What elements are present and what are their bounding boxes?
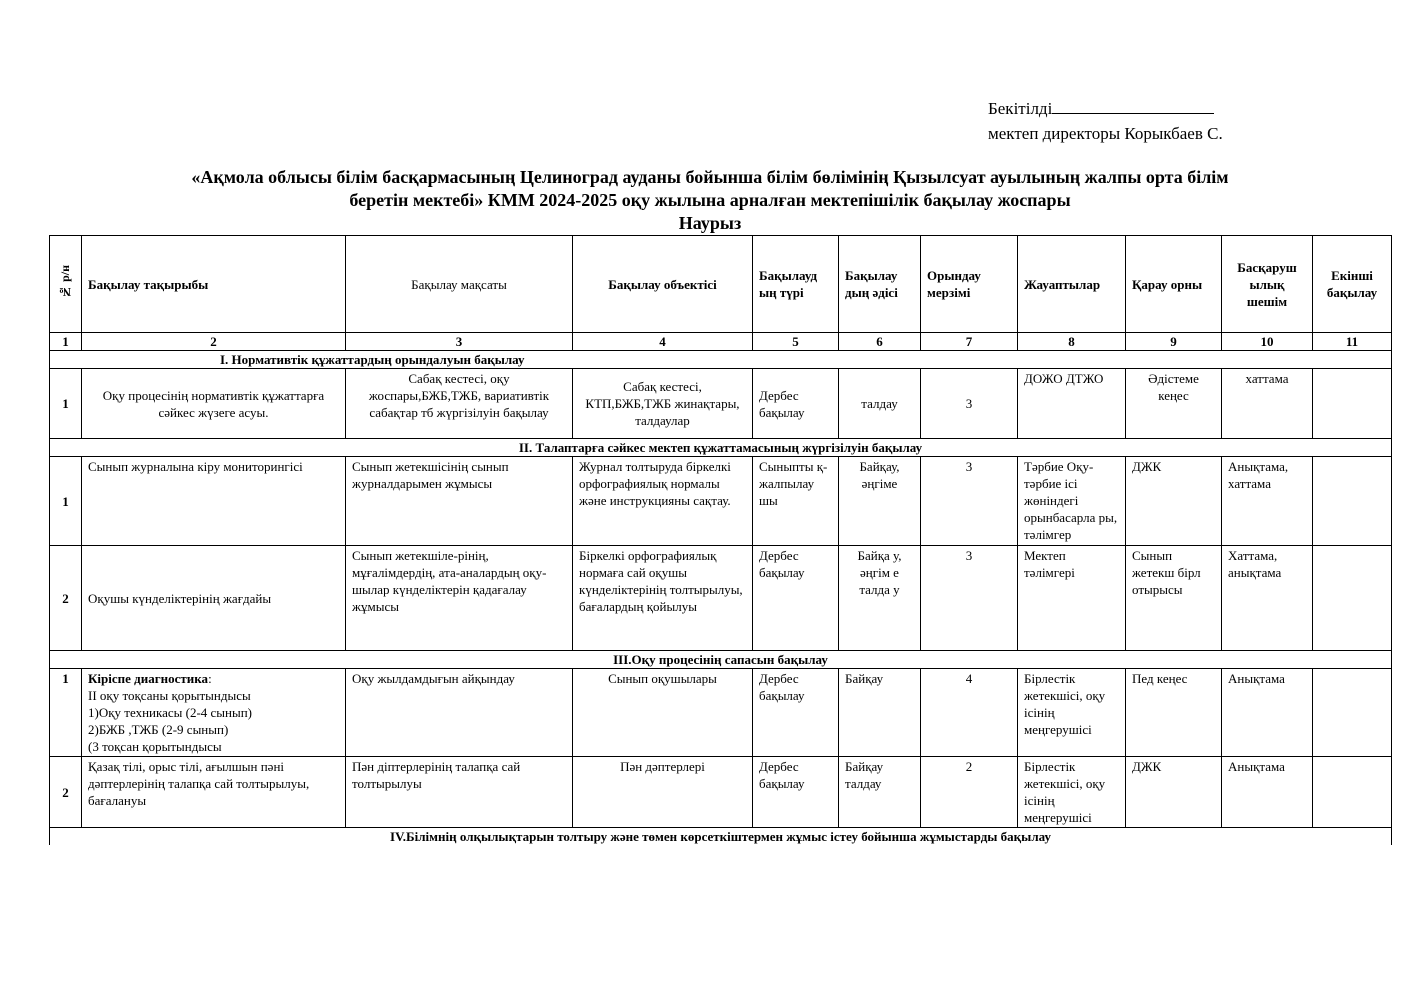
row-topic: Қазақ тілі, орыс тілі, ағылшын пәні дәптерлерінің талапқа сай толтырылуы, бағалануы [82,757,346,828]
row-responsible: ДОЖО ДТЖО [1018,369,1126,439]
column-number: 5 [753,333,839,351]
row-object: Журнал толтыруда біркелкі орфографиялық нормалы және инструкцияны сақтау. [573,457,753,546]
row-term: 3 [921,546,1018,651]
row-method: Байқау [839,669,921,757]
row-method: Байқау талдау [839,757,921,828]
column-number: 2 [82,333,346,351]
header-decision: Басқаруш ылық шешім [1222,236,1313,333]
column-number: 10 [1222,333,1313,351]
section-row [50,828,1392,846]
row-term: 3 [921,457,1018,546]
header-type: Бақылауд ың түрі [753,236,839,333]
row-responsible: Бірлестік жетекшісі, оқу ісінің меңгерушісі [1018,669,1126,757]
section-row [50,651,1392,669]
topic-line-3: 1)Оқу техникасы (2-4 сынып) [88,705,253,720]
header-goal: Бақылау мақсаты [346,236,573,333]
row-number: 2 [50,757,82,828]
row-place: Сынып жетекш бірл отырысы [1126,546,1222,651]
topic-line-4: 2)БЖБ ,ТЖБ (2-9 сынып) [88,722,229,737]
row-topic: Оқу процесінің нормативтік құжаттарға сәйкес жүзеге асуы. [82,369,346,439]
row-object: Біркелкі орфографиялық нормаға сай оқушы күнделіктерінің толтырылуы, бағалардың қойылуы [573,546,753,651]
row-object: Сынып оқушылары [573,669,753,757]
row-decision: хаттама [1222,369,1313,439]
row-type: Дербес бақылау [753,546,839,651]
table-row [50,546,1392,651]
section-row [50,439,1392,457]
topic-line-2: II оқу тоқсаны қорытындысы [88,688,251,703]
header-num: № р/н [50,236,82,333]
title-month: Наурыз [678,213,742,233]
table-row [50,757,1392,828]
topic-heading: Кіріспе диагностика [88,671,209,686]
row-type: Дербес бақылау [753,669,839,757]
row-second-control [1313,457,1392,546]
row-decision: Анықтама [1222,757,1313,828]
section-row [50,351,1392,369]
row-place: Әдістеме кеңес [1126,369,1222,439]
approval-line [988,96,1223,121]
row-object: Пән дәптерлері [573,757,753,828]
row-term: 3 [921,369,1018,439]
row-second-control [1313,669,1392,757]
column-number: 4 [573,333,753,351]
row-number: 1 [50,369,82,439]
row-responsible: Бірлестік жетекшісі, оқу ісінің меңгерушісі [1018,757,1126,828]
section-title: IV.Білімнің олқылықтарын толтыру және төмен көрсеткіштермен жұмыс істеу бойынша жұмыстарды бақылау [50,828,1392,846]
title-line-1: «Ақмола облысы білім басқармасының Целиноград ауданы бойынша білім бөлімінің Қызылсуат ауылының жалпы орта білім [191,167,1229,187]
row-decision: Анықтама [1222,669,1313,757]
header-row [50,236,1392,333]
column-number: 6 [839,333,921,351]
header-topic: Бақылау тақырыбы [82,236,346,333]
row-method: талдау [839,369,921,439]
row-goal: Оқу жылдамдығын айқындау [346,669,573,757]
topic-line-1 [88,670,339,687]
row-number: 1 [50,457,82,546]
control-plan-table [49,235,1392,845]
row-type: Дербес бақылау [753,757,839,828]
row-topic: Оқушы күнделіктерінің жағдайы [82,546,346,651]
row-term: 2 [921,757,1018,828]
topic-line-5: (3 тоқсан қорытындысы [88,739,222,754]
column-number: 1 [50,333,82,351]
row-decision: Хаттама, анықтама [1222,546,1313,651]
header-object: Бақылау объектісі [573,236,753,333]
row-goal: Сабақ кестесі, оқу жоспары,БЖБ,ТЖБ, вариативтік сабақтар тб жүргізілуін бақылау [346,369,573,439]
header-responsible: Жауаптылар [1018,236,1126,333]
column-number: 3 [346,333,573,351]
row-responsible: Мектеп тәлімгері [1018,546,1126,651]
row-type: Сыныпты қ-жалпылау шы [753,457,839,546]
row-object: Сабақ кестесі, КТП,БЖБ,ТЖБ жинақтары, талдаулар [573,369,753,439]
row-goal: Пән діптерлерінің талапқа сай толтырылуы [346,757,573,828]
header-second-control: Екінші бақылау [1313,236,1392,333]
row-second-control [1313,369,1392,439]
table-row [50,669,1392,757]
document-title [60,166,1360,235]
column-number: 7 [921,333,1018,351]
header-method: Бақылау дың әдісі [839,236,921,333]
section-title: I. Нормативтік құжаттардың орындалуын бақылау [50,351,1392,369]
row-responsible: Тәрбие Оқу-тәрбие ісі жөніндегі орынбасарла ры, тәлімгер [1018,457,1126,546]
header-term: Орындау мерзімі [921,236,1018,333]
column-number-row [50,333,1392,351]
table-row [50,369,1392,439]
row-place: ДЖК [1126,457,1222,546]
row-second-control [1313,757,1392,828]
row-number: 1 [50,669,82,757]
approval-block [988,96,1223,146]
header-place: Қарау орны [1126,236,1222,333]
column-number: 9 [1126,333,1222,351]
row-place: Пед кеңес [1126,669,1222,757]
row-place: ДЖК [1126,757,1222,828]
row-goal: Сынып жетекшіле-рінің, мұғалімдердің, ата-аналардың оқу-шылар күнделіктерін қадағалау жұмысы [346,546,573,651]
topic-colon: : [208,671,212,686]
table-row [50,457,1392,546]
title-line-2: беретін мектебі» КММ 2024-2025 оқу жылына арналған мектепішілік бақылау жоспары [349,190,1071,210]
section-title: III.Оқу процесінің сапасын бақылау [50,651,1392,669]
row-decision: Анықтама, хаттама [1222,457,1313,546]
row-method: Байқау, әңгіме [839,457,921,546]
approved-label: Бекітілді [988,99,1053,118]
column-number: 8 [1018,333,1126,351]
director-line: мектеп директоры Корыкбаев С. [988,124,1223,143]
row-topic [82,669,346,757]
row-second-control [1313,546,1392,651]
row-method: Байқа у, әңгім е талда у [839,546,921,651]
row-goal: Сынып жетекшісінің сынып журналдарымен жұмысы [346,457,573,546]
signature-line [1052,97,1214,114]
row-number: 2 [50,546,82,651]
row-type: Дербес бақылау [753,369,839,439]
column-number: 11 [1313,333,1392,351]
section-title: II. Талаптарға сәйкес мектеп құжаттамасының жүргізілуін бақылау [50,439,1392,457]
row-term: 4 [921,669,1018,757]
row-topic: Сынып журналына кіру мониторингісі [82,457,346,546]
